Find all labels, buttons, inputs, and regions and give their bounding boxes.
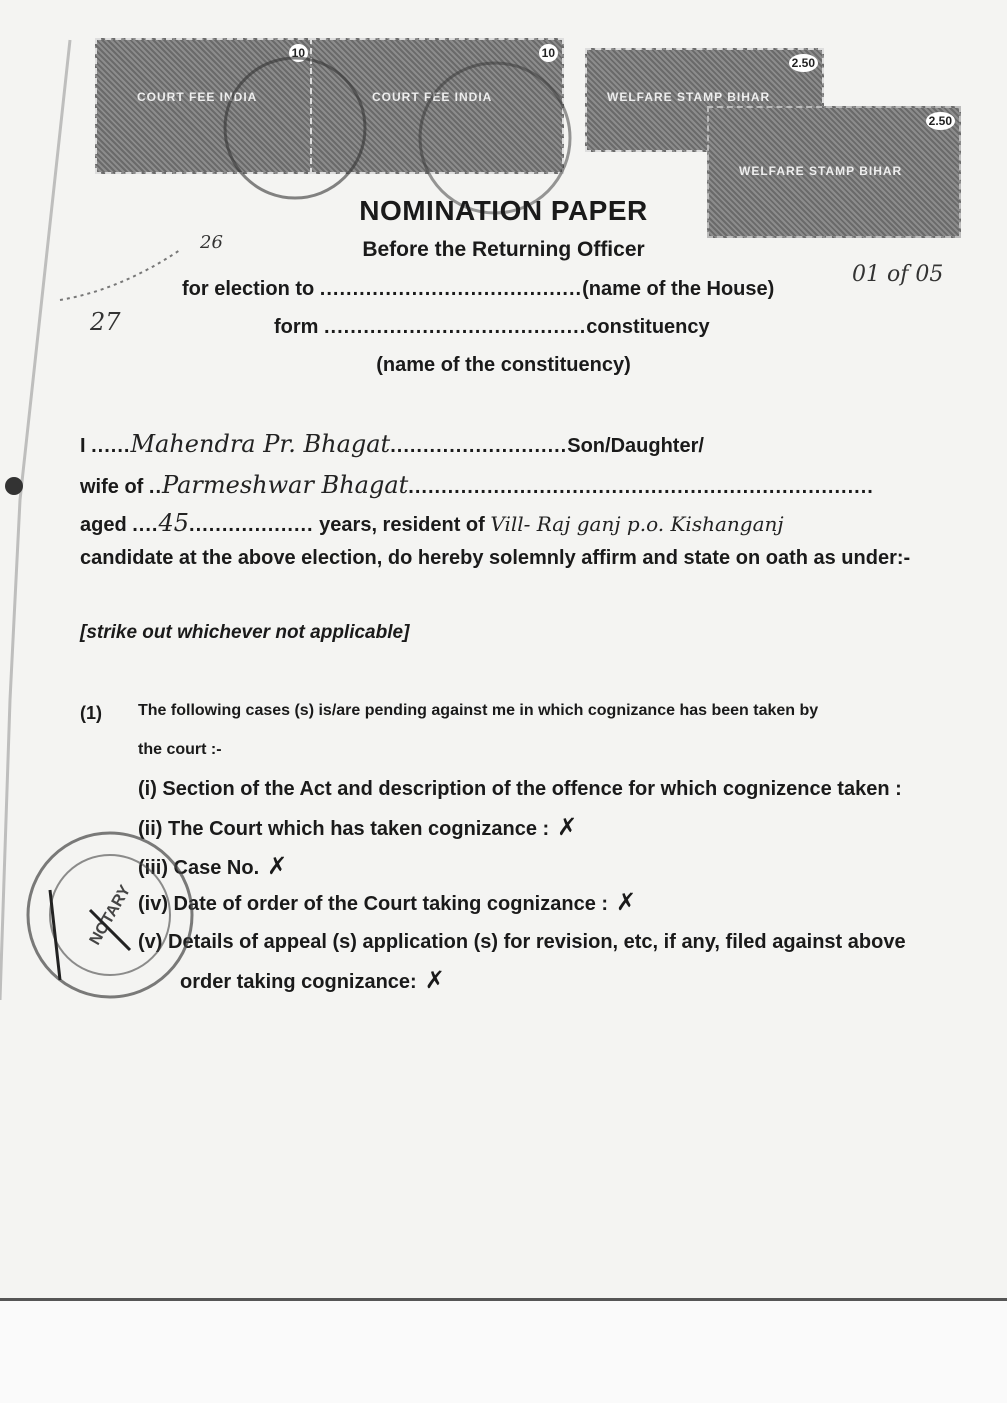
margin-number-annotation: 27	[90, 308, 121, 336]
court-fee-stamp: COURT FEE INDIA 10	[95, 38, 314, 174]
subitem: (iii) Case No. ✗	[138, 852, 288, 880]
item-text: The following cases (s) is/are pending against me in which cognizance has been taken by	[138, 702, 819, 719]
age-residence-line: aged ....45................... years, resident of Vill- Raj ganj p.o. Kishanganj	[80, 509, 784, 537]
court-fee-stamp: COURT FEE INDIA 10	[310, 38, 564, 174]
declarant-residence: Vill- Raj ganj p.o. Kishanganj	[490, 512, 784, 536]
father-name-line: wife of ..Parmeshwar Bhagat.......................................................................	[80, 471, 874, 499]
subitem: (v) Details of appeal (s) application (s) for revision, etc, if any, filed against above	[138, 931, 906, 953]
welfare-stamp: WELFARE STAMP BIHAR 2.50	[707, 106, 961, 238]
subitem: order taking cognizance: ✗	[180, 966, 445, 994]
constituency-line: form ........................................constituency	[274, 316, 710, 338]
election-line: for election to ........................................(name of the House)	[182, 278, 775, 300]
subitem: (iv) Date of order of the Court taking cognizance : ✗	[138, 888, 637, 916]
page-count-annotation: 01 of 05	[852, 262, 944, 287]
welfare-stamp: WELFARE STAMP BIHAR 2.50	[585, 48, 824, 152]
date-annotation: 26	[200, 232, 223, 253]
declarant-name: Mahendra Pr. Bhagat	[130, 430, 391, 458]
notary-seal	[20, 820, 200, 1010]
strike-note: [strike out whichever not applicable]	[80, 622, 410, 643]
constituency-note: (name of the constituency)	[376, 354, 631, 376]
oath-line: candidate at the above election, do hereby solemnly affirm and state on oath as under:-	[80, 547, 911, 569]
subitem: (i) Section of the Act and description of the offence for which cognizence taken :	[138, 778, 902, 800]
declarant-age: 45	[158, 509, 190, 537]
item-number: (1)	[80, 703, 102, 723]
item-text: the court :-	[138, 741, 222, 758]
document-subtitle: Before the Returning Officer	[362, 238, 645, 261]
father-name: Parmeshwar Bhagat	[162, 471, 409, 499]
stamp-strip	[95, 38, 952, 178]
svg-text:NOTARY: NOTARY	[86, 882, 135, 948]
declarant-name-line: I ......Mahendra Pr. Bhagat...........................Son/Daughter/	[80, 430, 704, 458]
subitem: (ii) The Court which has taken cognizance : ✗	[138, 813, 578, 841]
document-title: NOMINATION PAPER	[359, 195, 648, 226]
lower-sheet-edge	[0, 1298, 1007, 1403]
